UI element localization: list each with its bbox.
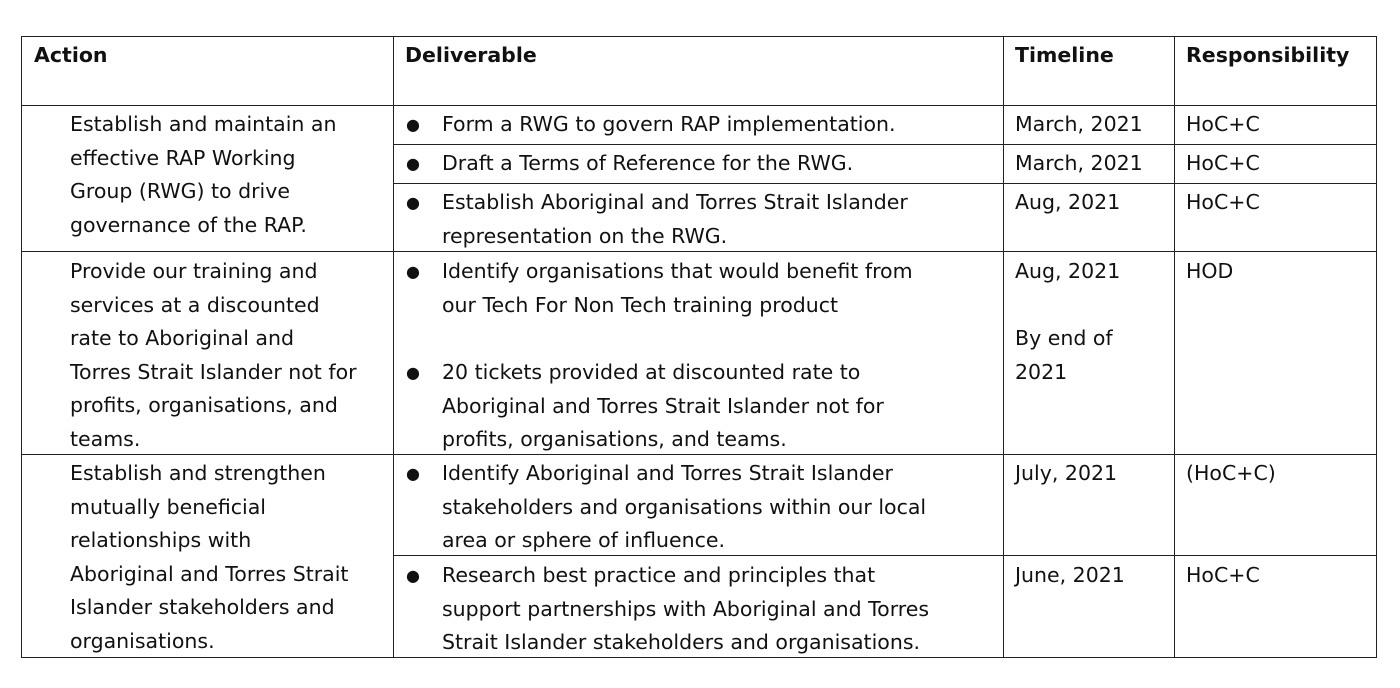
bullet-icon: ● [406,262,420,281]
subrow-divider [393,183,1376,184]
responsibility-text: (HoC+C) [1186,461,1276,485]
action-line: Islander stakeholders and [70,595,335,619]
bullet-icon: ● [406,154,420,173]
column-divider [1003,37,1004,657]
action-line: relationships with [70,528,252,552]
action-line: organisations. [70,628,215,653]
timeline-line: 2021 [1015,359,1068,384]
responsibility-text: HoC+C [1186,151,1260,175]
deliverable-line: representation on the RWG. [442,223,728,248]
responsibility-text: HoC+C [1186,190,1260,214]
action-line: Establish and maintain an [70,112,337,136]
deliverable-text [442,559,929,660]
deliverable-line: Identify organisations that would benefit from [442,259,913,283]
deliverable-text [442,186,908,253]
row1-action-cell [70,108,337,242]
row3-action-cell [70,457,348,658]
deliverable-line: stakeholders and organisations within our local [442,494,927,519]
deliverable-text [442,356,884,457]
subrow-divider [393,144,1376,145]
deliverable-line: area or sphere of influence. [442,528,725,552]
deliverable-line: Strait Islander stakeholders and organisations. [442,630,921,654]
action-line: profits, organisations, and [70,393,338,417]
timeline-line: By end of [1015,326,1113,350]
timeline-text: March, 2021 [1015,151,1143,175]
header-deliverable: Deliverable [405,43,537,67]
bullet-icon: ● [406,115,420,134]
action-line: Aboriginal and Torres Strait [70,561,349,586]
timeline-text: Aug, 2021 [1015,259,1121,283]
deliverable-text: Form a RWG to govern RAP implementation. [442,112,896,136]
responsibility-text: HoC+C [1186,563,1260,587]
action-line: effective RAP Working [70,145,296,170]
deliverable-line: Establish Aboriginal and Torres Strait Islander [442,190,908,214]
deliverable-line: Identify Aboriginal and Torres Strait Islander [442,461,893,485]
action-line: governance of the RAP. [70,212,307,237]
action-line: mutually beneficial [70,494,266,519]
action-line: Provide our training and [70,259,318,283]
timeline-text: July, 2021 [1015,461,1118,485]
row2-action-cell [70,255,357,456]
timeline-text: Aug, 2021 [1015,190,1121,214]
header-timeline: Timeline [1015,43,1114,67]
bullet-icon: ● [406,363,420,382]
bullet-icon: ● [406,464,420,483]
responsibility-text: HOD [1186,259,1234,283]
action-line: rate to Aboriginal and [70,326,294,350]
deliverable-text [442,255,913,322]
deliverable-text [442,457,926,558]
deliverable-text: Draft a Terms of Reference for the RWG. [442,151,854,175]
deliverable-line: Aboriginal and Torres Strait Islander not for [442,393,884,418]
timeline-text: March, 2021 [1015,112,1143,136]
bullet-icon: ● [406,566,420,585]
deliverable-line: profits, organisations, and teams. [442,427,787,451]
rap-action-table [21,36,1377,658]
deliverable-line: 20 tickets provided at discounted rate to [442,360,861,384]
deliverable-line: Research best practice and principles that [442,563,876,587]
responsibility-text: HoC+C [1186,112,1260,136]
action-line: services at a discounted [70,292,320,317]
bullet-icon: ● [406,193,420,212]
deliverable-line: our Tech For Non Tech training product [442,292,839,317]
row-divider [22,105,1376,106]
deliverable-line: support partnerships with Aboriginal and Torres [442,596,930,621]
header-responsibility: Responsibility [1186,43,1350,67]
timeline-text [1015,322,1113,389]
action-line: Torres Strait Islander not for [70,359,357,384]
action-line: Establish and strengthen [70,461,326,485]
column-divider [393,37,394,657]
timeline-text: June, 2021 [1015,563,1125,587]
header-action: Action [34,43,108,67]
action-line: Group (RWG) to drive [70,179,290,203]
column-divider [1174,37,1175,657]
action-line: teams. [70,426,141,451]
